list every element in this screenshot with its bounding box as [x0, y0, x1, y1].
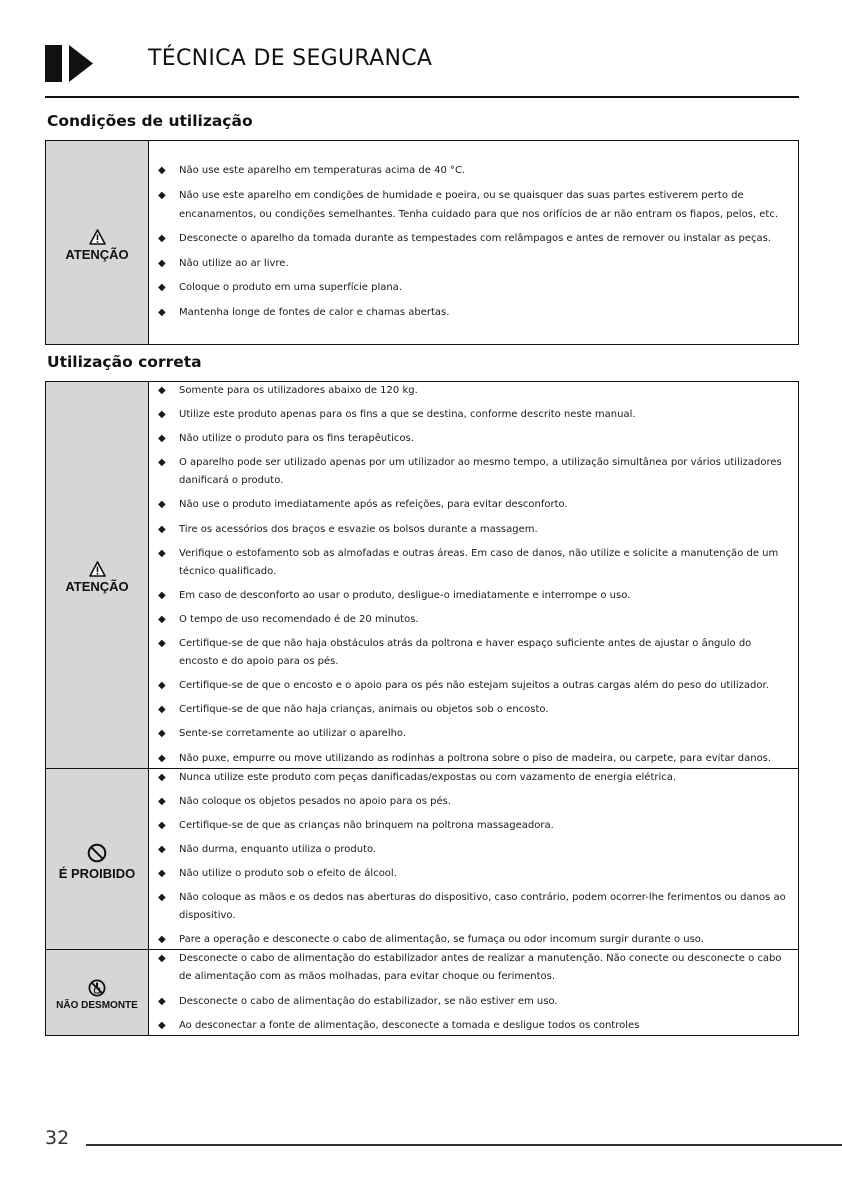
footer-divider: [86, 1144, 842, 1146]
list-item: [157, 769, 786, 787]
list-item-text: Pare a operação e desconecte o cabo de alimentação, se fumaça ou odor incomum surgir durante o uso.: [179, 934, 704, 946]
list-item-text: Certifique-se de que as crianças não brinquem na poltrona massageadora.: [179, 819, 554, 831]
bullet-icon: ◆: [158, 433, 166, 445]
page-number: 32: [45, 1127, 70, 1149]
conditions-table: [45, 140, 799, 345]
section-marker-icon: [45, 45, 93, 82]
list-item-text: Certifique-se de que não haja obstáculos atrás da poltrona e haver espaço suficiente antes de ajustar o ângulo do encosto e do apoio para os pés.: [179, 638, 752, 668]
prohibited-icon: [87, 843, 107, 863]
attention-label: ATENÇÃO: [65, 579, 129, 595]
list-item: [157, 611, 786, 629]
bullet-icon: ◆: [158, 934, 166, 946]
list-item-text: Certifique-se de que o encosto e o apoio para os pés não estejam sujeitos a outras cargas além do peso do utilizador.: [179, 680, 769, 692]
bullet-icon: ◆: [158, 523, 166, 535]
attention-content: [149, 382, 799, 769]
list-item-text: Não durma, enquanto utiliza o produto.: [179, 843, 377, 855]
list-item-text: Coloque o produto em uma superfície plana.: [179, 282, 402, 294]
bullet-icon: ◆: [158, 499, 166, 511]
section-title-correct-use: Utilização correta: [47, 353, 202, 371]
attention-label-cell: [46, 141, 149, 345]
prohibited-label: É PROIBIDO: [58, 865, 136, 881]
attention-list: [149, 382, 798, 768]
warning-icon: [89, 229, 106, 245]
list-item-text: Não utilize o produto sob o efeito de álcool.: [179, 867, 397, 879]
section-title-conditions: Condições de utilização: [47, 112, 253, 130]
bullet-icon: ◆: [158, 704, 166, 716]
list-item: [157, 1017, 786, 1035]
no-disassemble-row: [46, 950, 799, 1035]
list-item: [157, 931, 786, 949]
conditions-row: [46, 141, 799, 345]
bullet-icon: ◆: [158, 190, 166, 202]
bullet-icon: ◆: [158, 409, 166, 421]
list-item-text: Tire os acessórios dos braços e esvazie os bolsos durante a massagem.: [179, 523, 538, 535]
list-item-text: Não use o produto imediatamente após as refeições, para evitar desconforto.: [179, 499, 568, 511]
prohibited-label-cell: [46, 768, 149, 950]
list-item-text: Desconecte o cabo de alimentação do estabilizador, se não estiver em uso.: [179, 995, 558, 1007]
no-disassemble-content: [149, 950, 799, 1035]
list-item-text: Desconecte o cabo de alimentação do estabilizador antes de realizar a manutenção. Não conecte ou desconecte o cabo de alimentação com as mãos molhadas, para evitar choque ou ferimentos.: [179, 953, 782, 983]
bullet-icon: ◆: [158, 613, 166, 625]
list-item-text: Não use este aparelho em temperaturas acima de 40 °C.: [179, 165, 466, 177]
warning-icon: [89, 561, 106, 577]
list-item-text: Não coloque as mãos e os dedos nas aberturas do dispositivo, caso contrário, podem ocorrer-lhe ferimentos ou danos ao dispositivo.: [179, 892, 786, 922]
list-item: [157, 430, 786, 448]
bullet-icon: ◆: [158, 771, 166, 783]
bullet-icon: ◆: [158, 165, 166, 177]
list-item: [157, 496, 786, 514]
bullet-icon: ◆: [158, 589, 166, 601]
list-item-text: O tempo de uso recomendado é de 20 minutos.: [179, 613, 419, 625]
list-item: [157, 454, 786, 490]
bullet-icon: ◆: [158, 457, 166, 469]
bullet-icon: ◆: [158, 819, 166, 831]
list-item: [157, 793, 786, 811]
bullet-icon: ◆: [158, 843, 166, 855]
list-item-text: Verifique o estofamento sob as almofadas e outras áreas. Em caso de danos, não utilize e solicite a manutenção de um técnico qualificado.: [179, 547, 779, 577]
list-item: [157, 677, 786, 695]
list-item-text: Nunca utilize este produto com peças danificadas/expostas ou com vazamento de energia elétrica.: [179, 771, 677, 783]
no-disassemble-icon: [88, 979, 106, 997]
list-item-text: Não utilize o produto para os fins terapêuticos.: [179, 433, 414, 445]
header-divider: [45, 96, 799, 98]
list-item: [157, 587, 786, 605]
bullet-icon: ◆: [158, 953, 166, 965]
prohibited-content: [149, 768, 799, 950]
list-item: [157, 750, 786, 768]
list-item-text: Não coloque os objetos pesados no apoio para os pés.: [179, 795, 452, 807]
list-item: [157, 701, 786, 719]
list-item: [157, 950, 786, 986]
bullet-icon: ◆: [158, 1019, 166, 1031]
list-item: [157, 255, 786, 274]
bullet-icon: ◆: [158, 385, 166, 396]
list-item: [157, 304, 786, 323]
bullet-icon: ◆: [158, 892, 166, 904]
attention-label-cell: [46, 382, 149, 769]
list-item-text: Não use este aparelho em condições de humidade e poeira, ou se quaisquer das suas partes estiverem perto de encanamentos, ou condições semelhantes. Tenha cuidado para que nos orifícios de ar não entram os fiapos, pelos, etc.: [179, 190, 779, 220]
list-item-text: Em caso de desconforto ao usar o produto, desligue-o imediatamente e interrompe o uso.: [179, 589, 631, 601]
bullet-icon: ◆: [158, 547, 166, 559]
list-item: [157, 889, 786, 925]
conditions-list: [149, 162, 798, 322]
list-item: [157, 865, 786, 883]
bullet-icon: ◆: [158, 638, 166, 650]
attention-label: ATENÇÃO: [65, 247, 129, 262]
list-item-text: Certifique-se de que não haja crianças, animais ou objetos sob o encosto.: [179, 704, 549, 716]
prohibited-row: [46, 768, 799, 950]
list-item: [157, 993, 786, 1011]
list-item: [157, 545, 786, 581]
bullet-icon: ◆: [158, 282, 166, 294]
page-title: TÉCNICA DE SEGURANCA: [148, 46, 433, 71]
bullet-icon: ◆: [158, 728, 166, 740]
list-item-text: Desconecte o aparelho da tomada durante as tempestades com relâmpagos e antes de remover ou instalar as peças.: [179, 233, 771, 245]
attention-row: [46, 382, 799, 769]
list-item: [157, 382, 786, 400]
bullet-icon: ◆: [158, 257, 166, 269]
list-item: [157, 817, 786, 835]
list-item: [157, 406, 786, 424]
list-item: [157, 230, 786, 249]
list-item-text: Não utilize ao ar livre.: [179, 257, 289, 269]
list-item: [157, 725, 786, 743]
no-disassemble-label-cell: [46, 950, 149, 1035]
list-item-text: Mantenha longe de fontes de calor e chamas abertas.: [179, 306, 450, 318]
list-item-text: Sente-se corretamente ao utilizar o aparelho.: [179, 728, 407, 740]
list-item: [157, 521, 786, 539]
list-item-text: Somente para os utilizadores abaixo de 120 kg.: [179, 385, 418, 396]
list-item-text: Utilize este produto apenas para os fins a que se destina, conforme descrito neste manual.: [179, 409, 636, 421]
conditions-content: [149, 141, 799, 345]
bullet-icon: ◆: [158, 233, 166, 245]
prohibited-list: [149, 769, 798, 950]
no-disassemble-list: [149, 950, 798, 1034]
bullet-icon: ◆: [158, 867, 166, 879]
bullet-icon: ◆: [158, 680, 166, 692]
list-item: [157, 279, 786, 298]
no-disassemble-label: NÃO DESMONTE: [56, 999, 138, 1011]
list-item-text: Ao desconectar a fonte de alimentação, desconecte a tomada e desligue todos os controles: [179, 1019, 640, 1031]
bullet-icon: ◆: [158, 795, 166, 807]
bullet-icon: ◆: [158, 995, 166, 1007]
bullet-icon: ◆: [158, 752, 166, 764]
list-item: [157, 187, 786, 224]
bullet-icon: ◆: [158, 306, 166, 318]
list-item: [157, 635, 786, 671]
list-item-text: Não puxe, empurre ou move utilizando as rodinhas a poltrona sobre o piso de madeira, ou carpete, para evitar danos.: [179, 752, 772, 764]
list-item-text: O aparelho pode ser utilizado apenas por um utilizador ao mesmo tempo, a utilização simultânea por vários utilizadores danificará o produto.: [179, 457, 782, 487]
list-item: [157, 841, 786, 859]
list-item: [157, 162, 786, 181]
correct-use-table: [45, 381, 799, 1036]
